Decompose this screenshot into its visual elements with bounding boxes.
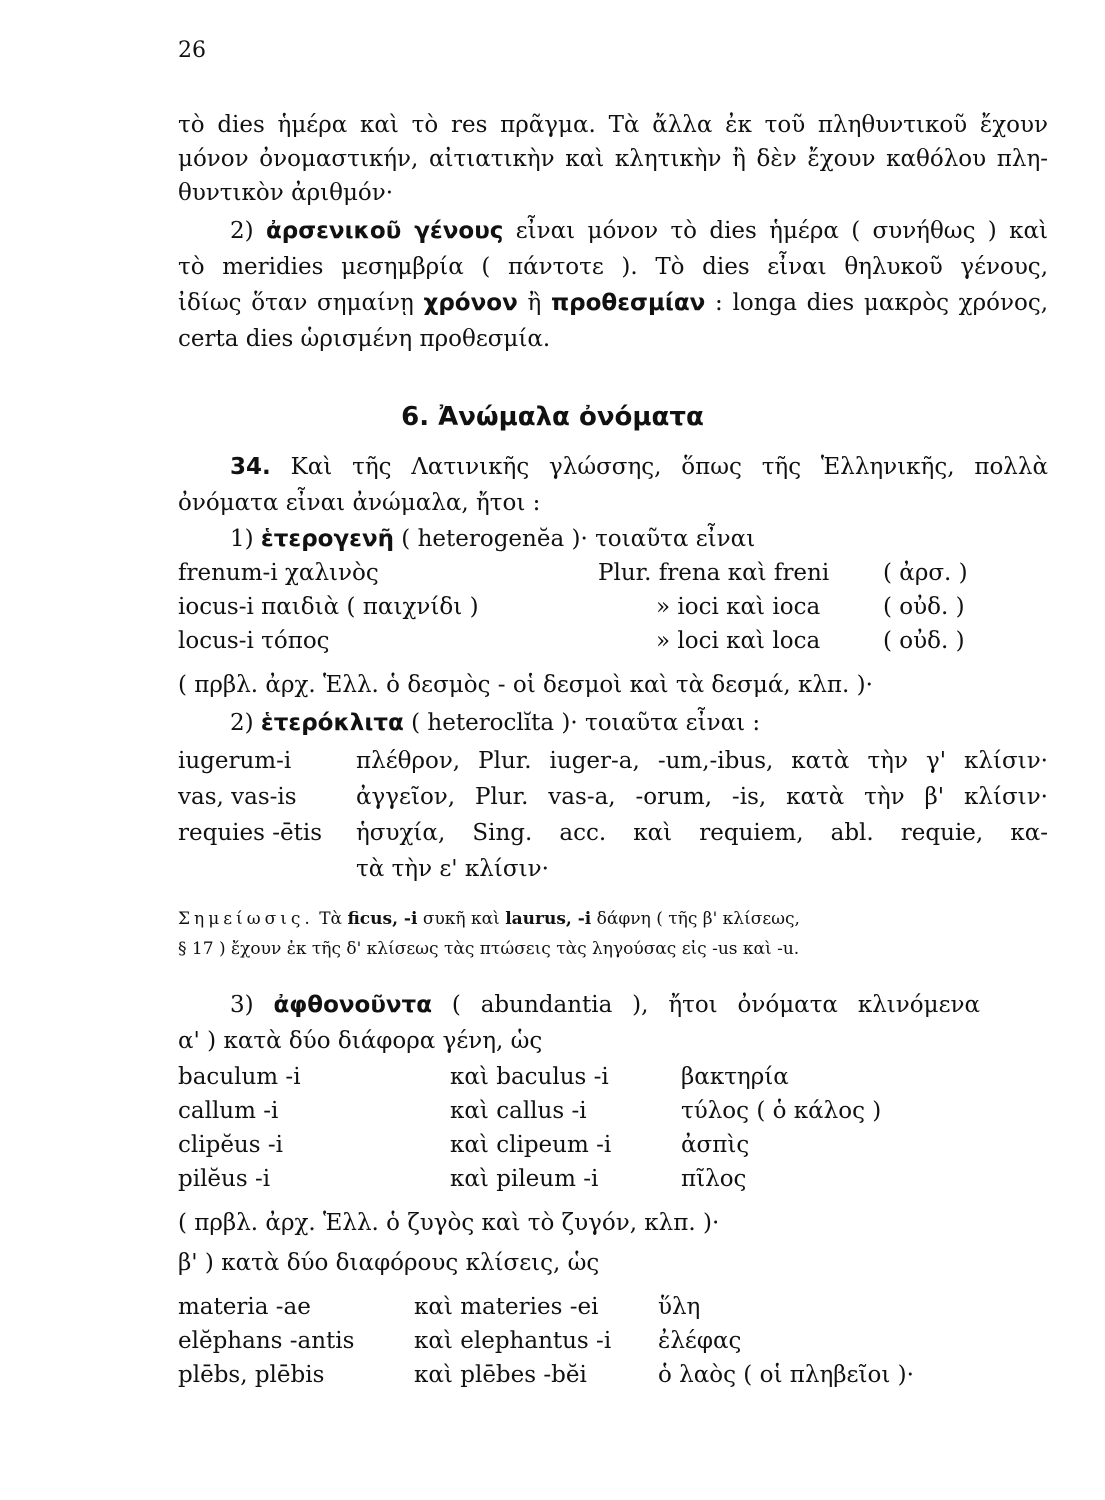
table-row — [178, 744, 1048, 778]
text-span: εἶναι μόνον τὸ dies ἡμέρα ( συνήθως ) καὶ — [515, 218, 1049, 244]
text-span: ( abundantia ), ἤτοι ὀνόματα κλινόμενα — [451, 992, 980, 1018]
text-line: ὀνόματα εἶναι ἀνώμαλα, ἤτοι : — [178, 490, 541, 516]
cell: ἐλέφας — [658, 1328, 742, 1354]
bold-term: χρόνον — [423, 290, 518, 316]
note-line: § 17 ) ἔχουν ἐκ τῆς δ' κλίσεως τὰς πτώσεις τὰς ληγούσας εἰς -us καὶ -u. — [178, 939, 800, 959]
cell: Plur. frena καὶ freni — [598, 560, 830, 586]
text-span: ( heterogenĕa )· τοιαῦτα εἶναι — [401, 526, 756, 552]
cell: clipĕus -i — [178, 1132, 283, 1158]
text-span: ἢ — [527, 290, 542, 316]
cell: ἀγγεῖον, Plur. vas-a, -orum, -is, κατὰ τὴν β' κλίσιν· — [356, 784, 1048, 810]
text-line: ( πρβλ. ἀρχ. Ἑλλ. ὁ δεσμὸς - οἱ δεσμοὶ καὶ τὰ δεσμά, κλπ. )· — [178, 672, 873, 698]
cell: καὶ elephantus -i — [414, 1328, 612, 1354]
text-span: δάφνη ( τῆς β' κλίσεως, — [596, 909, 800, 929]
table-row — [178, 1094, 1048, 1128]
table-row — [178, 1290, 1048, 1324]
cell: ( οὐδ. ) — [883, 594, 965, 620]
text-span: Τὰ — [319, 909, 343, 929]
paragraph-line — [230, 450, 1048, 484]
cell: καὶ plēbes -bĕi — [414, 1362, 587, 1388]
note-label: Σημείωσις. — [178, 909, 314, 929]
cell: ἀσπὶς — [681, 1132, 750, 1158]
cell: plēbs, plēbis — [178, 1362, 325, 1388]
cell: πῖλος — [681, 1166, 747, 1192]
table-row — [178, 816, 1048, 850]
text-span: συκῆ καὶ — [422, 909, 500, 929]
item-number: 2) — [230, 218, 254, 244]
cell: καὶ pileum -i — [450, 1166, 599, 1192]
cell: materia -ae — [178, 1294, 311, 1320]
cell: pilĕus -i — [178, 1166, 271, 1192]
bold-term: ἀρσενικοῦ γένους — [265, 218, 504, 244]
text-line: α' ) κατὰ δύο διάφορα γένη, ὡς — [178, 1028, 543, 1054]
cell: callum -i — [178, 1098, 279, 1124]
page-number: 26 — [178, 38, 206, 63]
table-row — [178, 624, 1048, 658]
item-number: 1) — [230, 526, 254, 552]
table-row — [178, 1358, 1048, 1392]
table-row — [178, 1162, 1048, 1196]
section-heading: 6. Ἀνώμαλα ὀνόματα — [401, 402, 704, 432]
table-row — [178, 556, 1048, 590]
bold-term: ἑτερόκλιτα — [260, 710, 404, 736]
text-line: β' ) κατὰ δύο διαφόρους κλίσεις, ὡς — [178, 1250, 600, 1276]
cell: iocus-i παιδιὰ ( παιχνίδι ) — [178, 594, 479, 620]
text-line: ( πρβλ. ἀρχ. Ἑλλ. ὁ ζυγὸς καὶ τὸ ζυγόν, κλπ. )· — [178, 1210, 720, 1236]
cell: καὶ callus -i — [450, 1098, 587, 1124]
table-row — [178, 780, 1048, 814]
item-number: 2) — [230, 710, 254, 736]
cell: elĕphans -antis — [178, 1328, 355, 1354]
table-row — [178, 1324, 1048, 1358]
bold-term: ficus, -i — [347, 909, 418, 929]
paragraph-line — [230, 988, 980, 1022]
table-row — [178, 1128, 1048, 1162]
paragraph-line — [230, 706, 1048, 740]
text-span: : longa dies μακρὸς χρόνος, — [715, 290, 1049, 316]
cell: baculum -i — [178, 1064, 301, 1090]
text-span: ἰδίως ὅταν σημαίνῃ — [178, 290, 414, 316]
text-line: τὸ meridies μεσημβρία ( πάντοτε ). Τὸ dies εἶναι θηλυκοῦ γένους, — [178, 254, 1049, 280]
paragraph-line — [230, 214, 1048, 248]
cell: καὶ clipeum -i — [450, 1132, 612, 1158]
paragraph-line — [178, 286, 1048, 320]
cell: πλέθρον, Plur. iuger-a, -um,-ibus, κατὰ τὴν γ' κλίσιν· — [356, 748, 1048, 774]
text-line: μόνον ὀνομαστικήν, αἰτιατικὴν καὶ κλητικὴν ἢ δὲν ἔχουν καθόλου πλη- — [178, 146, 1048, 172]
cell: frenum-i χαλινὸς — [178, 560, 379, 586]
text-span: ( heteroclĭta )· τοιαῦτα εἶναι : — [411, 710, 761, 736]
cell: vas, vas-is — [178, 784, 297, 810]
section-number: 34. — [230, 454, 271, 480]
cell: » loci καὶ loca — [656, 628, 821, 654]
cell: ( οὐδ. ) — [883, 628, 965, 654]
cell: locus-i τόπος — [178, 628, 330, 654]
note-line — [178, 906, 1048, 932]
cell: ( ἀρσ. ) — [883, 560, 968, 586]
cell: ὁ λαὸς ( οἱ πληβεῖοι )· — [658, 1362, 914, 1388]
bold-term: laurus, -i — [505, 909, 592, 929]
cell: » ioci καὶ ioca — [656, 594, 821, 620]
cell: καὶ materies -ei — [414, 1294, 599, 1320]
bold-term: ἑτερογενῆ — [260, 526, 394, 552]
bold-term: ἀφθονοῦντα — [273, 992, 433, 1018]
text-line: τὰ τὴν ε' κλίσιν· — [356, 856, 549, 882]
text-span: Καὶ τῆς Λατινικῆς γλώσσης, ὅπως τῆς Ἑλληνικῆς, πολλὰ — [290, 454, 1048, 480]
cell: requies -ētis — [178, 820, 323, 846]
table-row — [178, 1060, 1048, 1094]
item-number: 3) — [230, 992, 254, 1018]
cell: βακτηρία — [681, 1064, 789, 1090]
bold-term: προθεσμίαν — [550, 290, 706, 316]
cell: ὕλη — [658, 1294, 701, 1320]
table-row — [178, 590, 1048, 624]
text-line: τὸ dies ἡμέρα καὶ τὸ res πρᾶγμα. Τὰ ἄλλα ἐκ τοῦ πληθυντικοῦ ἔχουν — [178, 112, 1048, 138]
cell: ἡσυχία, Sing. acc. καὶ requiem, abl. requie, κα- — [356, 820, 1048, 846]
text-line: certa dies ὡρισμένη προθεσμία. — [178, 326, 551, 352]
cell: iugerum-i — [178, 748, 292, 774]
text-line: θυντικὸν ἀριθμόν· — [178, 180, 394, 206]
cell: τύλος ( ὁ κάλος ) — [681, 1098, 882, 1124]
cell: καὶ baculus -i — [450, 1064, 609, 1090]
paragraph-line — [230, 522, 1048, 556]
